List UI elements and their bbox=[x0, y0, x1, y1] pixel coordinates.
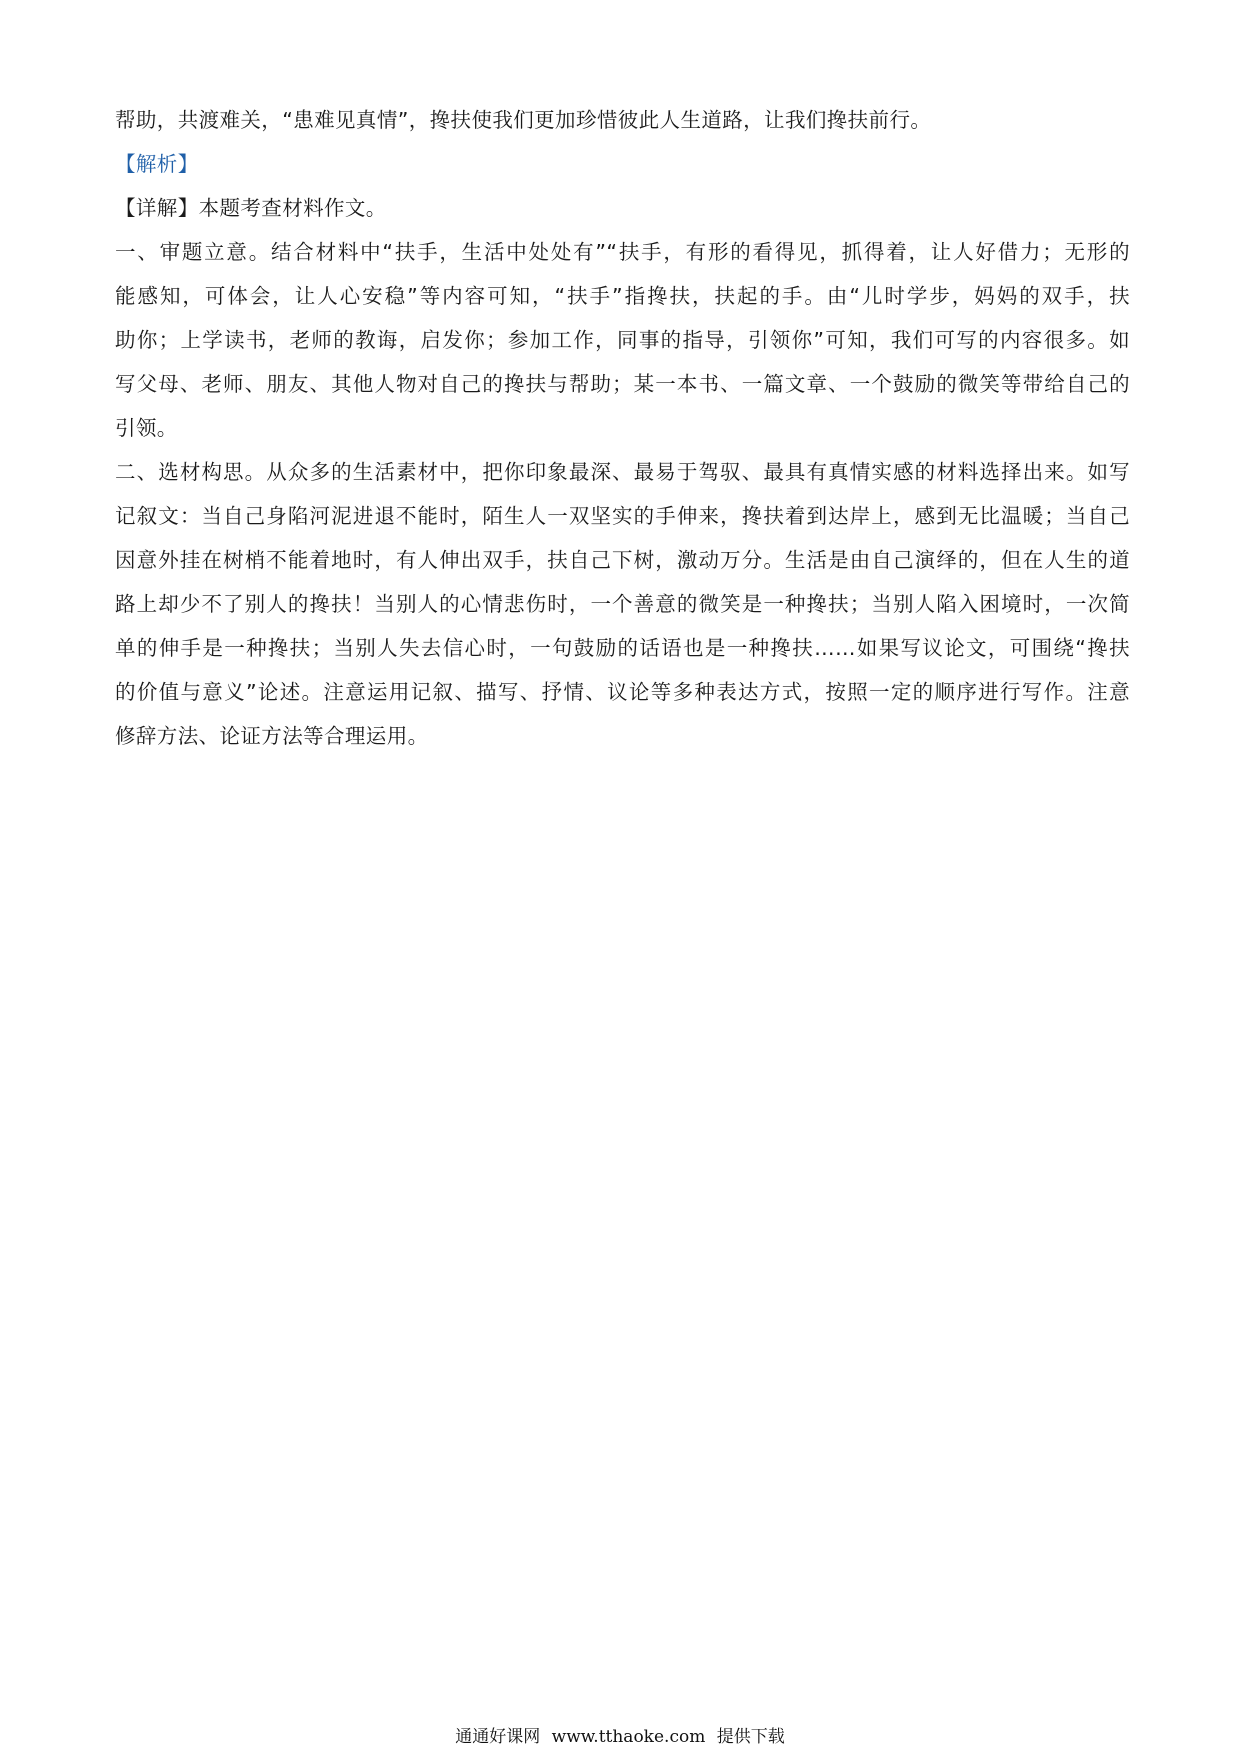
section-two-line: 单的伸手是一种搀扶；当别人失去信心时，一句鼓励的话语也是一种搀扶……如果写议论文，可围绕“搀扶 bbox=[115, 636, 1130, 660]
section-one-line: 助你；上学读书，老师的教诲，启发你；参加工作，同事的指导，引领你”可知，我们可写的内容很多。如 bbox=[115, 328, 1130, 352]
section-one-line: 能感知，可体会，让人心安稳”等内容可知，“扶手”指搀扶，扶起的手。由“儿时学步，妈妈的双手，扶 bbox=[115, 284, 1130, 308]
section-one-line: 写父母、老师、朋友、其他人物对自己的搀扶与帮助；某一本书、一篇文章、一个鼓励的微笑等带给自己的 bbox=[115, 372, 1130, 396]
section-two-line: 因意外挂在树梢不能着地时，有人伸出双手，扶自己下树，激动万分。生活是由自己演绎的，但在人生的道 bbox=[115, 548, 1130, 572]
section-one-line: 一、审题立意。结合材料中“扶手，生活中处处有”“扶手，有形的看得见，抓得着，让人好借力；无形的 bbox=[115, 240, 1130, 264]
section-one-line: 引领。 bbox=[115, 416, 178, 440]
footer-suffix: 提供下载 bbox=[716, 1727, 785, 1747]
page-footer bbox=[0, 1722, 1240, 1747]
footer-site-name: 通通好课网 bbox=[455, 1727, 541, 1747]
section-one bbox=[115, 230, 1130, 450]
section-two-line: 记叙文：当自己身陷河泥进退不能时，陌生人一双坚实的手伸来，搀扶着到达岸上，感到无比温暖；当自己 bbox=[115, 504, 1130, 528]
document-body bbox=[115, 98, 1130, 758]
intro-line: 帮助，共渡难关，“患难见真情”，搀扶使我们更加珍惜彼此人生道路，让我们搀扶前行。 bbox=[115, 108, 932, 132]
section-two-line: 的价值与意义”论述。注意运用记叙、描写、抒情、议论等多种表达方式，按照一定的顺序进行写作。注意 bbox=[115, 680, 1130, 704]
section-two-line: 路上却少不了别人的搀扶！当别人的心情悲伤时，一个善意的微笑是一种搀扶；当别人陷入困境时，一次简 bbox=[115, 592, 1130, 616]
section-two-line: 修辞方法、论证方法等合理运用。 bbox=[115, 724, 429, 748]
section-two-line: 二、选材构思。从众多的生活素材中，把你印象最深、最易于驾驭、最具有真情实感的材料选择出来。如写 bbox=[115, 460, 1130, 484]
detail-line: 【详解】本题考查材料作文。 bbox=[115, 196, 387, 220]
analysis-heading: 【解析】 bbox=[115, 152, 199, 176]
footer-url[interactable]: www.tthaoke.com bbox=[551, 1727, 706, 1747]
section-two bbox=[115, 450, 1130, 758]
